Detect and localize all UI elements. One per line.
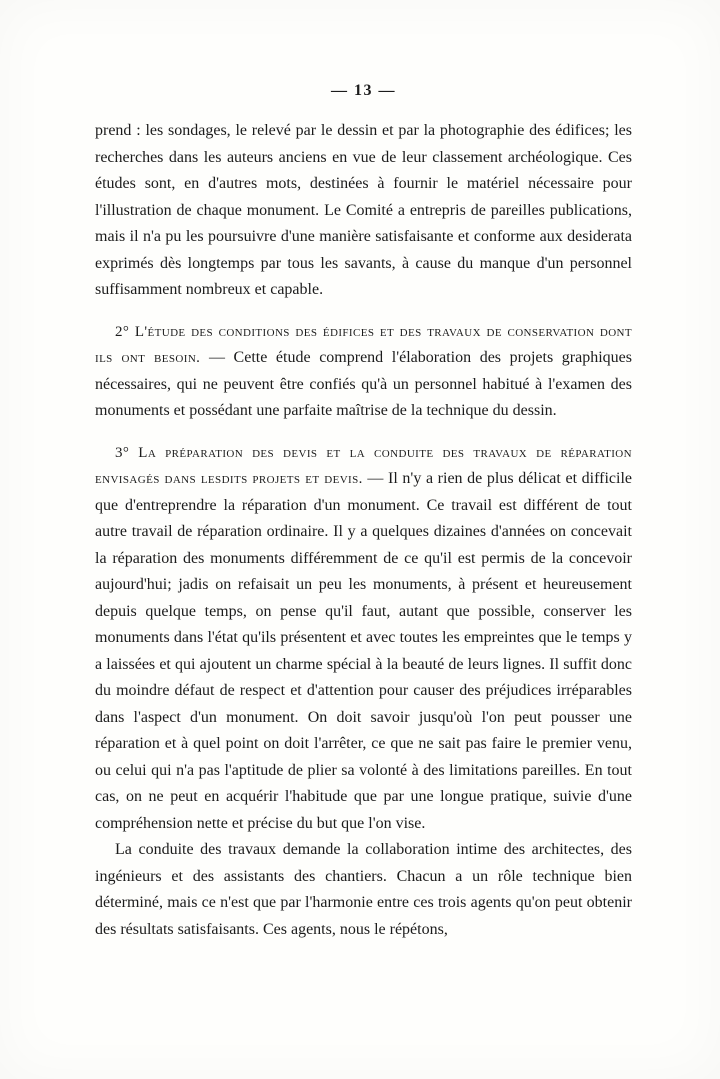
section-heading: 2° L'étude des conditions des édifices et des travaux de conservation dont ils ont besoin. [95, 323, 632, 366]
paragraph-section-3 [95, 440, 632, 838]
paragraph-text: — Cette étude comprend l'élaboration des projets graphiques nécessaires, qui ne peuvent être confiés qu'à un personnel habitué à l'examen des monuments et possédant une parfaite maîtrise de la technique du dessin. [95, 349, 633, 419]
section-heading: 3° La préparation des devis et la conduite des travaux de réparation envisagés dans lesdits projets et devis. [95, 444, 632, 487]
page-text [95, 118, 632, 943]
paragraph-text: prend : les sondages, le relevé par le dessin et par la photographie des édifices; les recherches dans les auteurs anciens en vue de leur classement archéologique. Ces études sont, en d'autres mots, destinées à fournir le matériel nécessaire pour l'illustration de chaque monument. Le Comité a entrepris de pareilles publications, mais il n'a pu les poursuivre d'une manière satisfaisante et conforme aux desiderata exprimés dès longtemps par tous les savants, à cause du manque d'un personnel suffisamment nombreux et capable. [95, 122, 632, 298]
paragraph-closing [95, 837, 632, 943]
paragraph-text: La conduite des travaux demande la collaboration intime des architectes, des ingénieurs et des assistants des chantiers. Chacun a un rôle technique bien déterminé, mais ce n'est que par l'harmonie entre ces trois agents qu'on peut obtenir des résultats satisfaisants. Ces agents, nous le répétons, [95, 841, 632, 938]
page-number: — 13 — [331, 82, 396, 99]
paragraph-section-2 [95, 319, 632, 425]
paragraph-text: — Il n'y a rien de plus délicat et difficile que d'entreprendre la réparation d'un monument. Ce travail est différent de tout autre travail de réparation ordinaire. Il y a quelques dizaines d'années on concevait la réparation des monuments différemment de ce qu'il est permis de la concevoir aujourd'hui; jadis on refaisait un peu les monuments, à présent et heureusement depuis quelque temps, on pense qu'il faut, autant que possible, conserver les monuments dans l'état qu'ils présentent et avec toutes les empreintes que le temps y a laissées et qui ajoutent un charme spécial à la beauté de leurs lignes. Il suffit donc du moindre défaut de respect et d'attention pour causer des préjudices irréparables dans l'aspect d'un monument. On doit savoir jusqu'où l'on peut pousser une réparation et à quel point on doit l'arrêter, ce que ne sait pas faire le premier venu, ou celui qui n'a pas l'aptitude de plier sa volonté à des limitations pareilles. En tout cas, on ne peut en acquérir l'habitude que par une longue pratique, suivie d'une compréhension nette et précise du but que l'on vise. [95, 470, 633, 832]
paragraph-continuation [95, 118, 632, 304]
